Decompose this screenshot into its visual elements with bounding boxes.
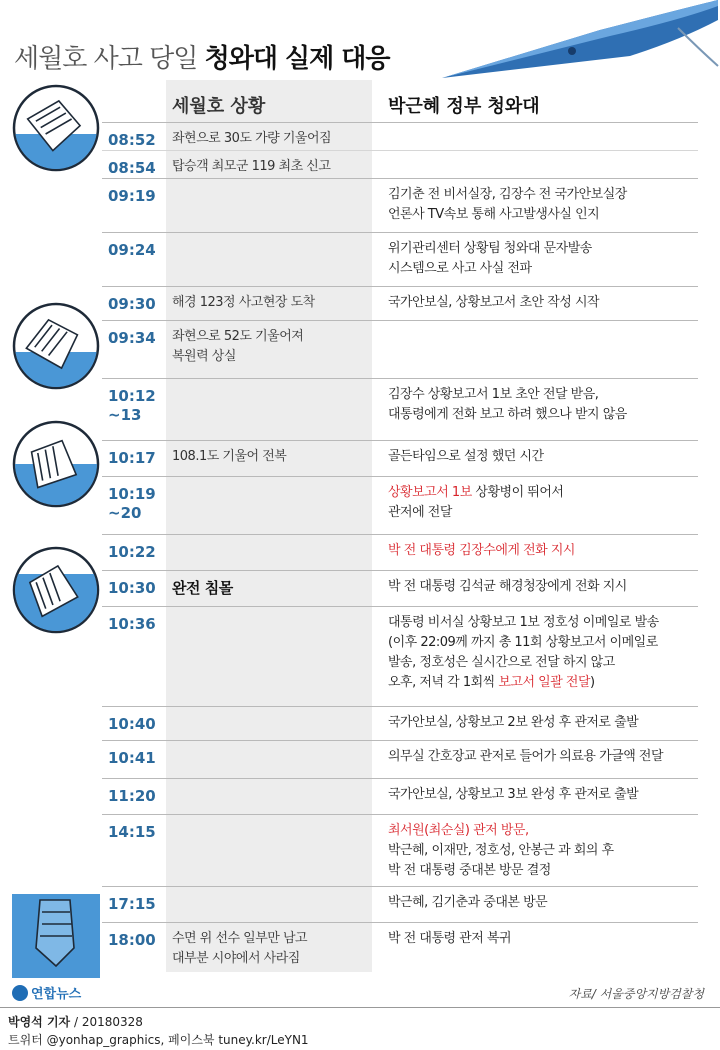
event-time-main: 08:52 (108, 131, 156, 149)
situation-text (172, 157, 372, 177)
event-time-main: 10:22 (108, 543, 156, 561)
response-line: 관저에 전달 (388, 505, 452, 520)
response-text (388, 541, 696, 561)
footer-divider (0, 1007, 720, 1008)
response-text (388, 239, 696, 279)
event-time (108, 749, 156, 768)
response-text (388, 447, 696, 467)
timeline-row (102, 178, 698, 232)
event-time (108, 159, 156, 178)
ship-sinking-icon (12, 546, 100, 634)
situation-line: 수면 위 선수 일부만 남고 (172, 931, 308, 946)
event-time-main: 10:12 (108, 387, 156, 405)
response-line: 박 전 대통령 중대본 방문 결정 (388, 863, 551, 878)
timeline-row (102, 440, 698, 476)
response-line: 오후, 저녁 각 1회씩 보고서 일괄 전달) (388, 675, 595, 690)
response-header: 박근혜 정부 청와대 (388, 96, 540, 117)
situation-text (172, 129, 372, 149)
situation-line: 108.1도 기울어 전복 (172, 449, 287, 464)
response-highlight: 박 전 대통령 김장수에게 전화 지시 (388, 543, 575, 558)
response-text (388, 577, 696, 597)
timeline-row (102, 740, 698, 778)
response-line (388, 483, 696, 503)
timeline-row (102, 570, 698, 606)
yonhap-logo (12, 983, 81, 1002)
event-time (108, 579, 156, 598)
response-line: 의무실 간호장교 관저로 들어가 의료용 가글액 전달 (388, 749, 664, 764)
situation-line: 좌현으로 52도 기울어져 (172, 329, 304, 344)
reporter-name: 박영석 기자 (8, 1015, 71, 1029)
response-line: 위기관리센터 상황팀 청와대 문자발송 (388, 241, 592, 256)
response-line: 대통령 비서실 상황보고 1보 정호성 이메일로 발송 (388, 615, 659, 630)
response-line: 시스템으로 사고 사실 전파 (388, 261, 532, 276)
situation-line: 복원력 상실 (172, 349, 236, 364)
event-time (108, 823, 156, 842)
timeline-row (102, 814, 698, 886)
timeline-row (102, 286, 698, 320)
ship-tilt-52-icon (12, 302, 100, 390)
event-time (108, 329, 156, 348)
ship-hull-icon (430, 0, 720, 80)
event-time-main: 10:40 (108, 715, 156, 733)
event-time-main: 10:17 (108, 449, 156, 467)
event-time-main: 18:00 (108, 931, 156, 949)
response-highlight: 상황보고서 1보 (388, 485, 472, 500)
event-time (108, 615, 156, 634)
response-text (388, 785, 696, 805)
response-text (388, 893, 696, 913)
event-time (108, 543, 156, 562)
byline-date: / 20180328 (70, 1015, 143, 1029)
yonhap-logo-icon (12, 985, 28, 1001)
byline (8, 1013, 143, 1030)
event-time (108, 295, 156, 314)
event-time (108, 387, 156, 425)
response-line: (이후 22:09께 까지 총 11회 상황보고서 이메일로 (388, 635, 658, 650)
logo-text: 연합뉴스 (31, 987, 82, 1002)
timeline-row (102, 706, 698, 740)
response-line: 국가안보실, 상황보고 3보 완성 후 관저로 출발 (388, 787, 639, 802)
timeline-row (102, 122, 698, 150)
title-light: 세월호 사고 당일 (14, 44, 198, 74)
event-time (108, 187, 156, 206)
ship-sunk-icon (12, 886, 100, 978)
timeline-row (102, 476, 698, 534)
event-time-main: 10:41 (108, 749, 156, 767)
event-time-main: 09:34 (108, 329, 156, 347)
event-time-main: 10:19 (108, 485, 156, 503)
timeline-row (102, 534, 698, 570)
event-time (108, 485, 156, 523)
event-time (108, 715, 156, 734)
event-time (108, 131, 156, 150)
event-time-main: 09:30 (108, 295, 156, 313)
event-time-main: 14:15 (108, 823, 156, 841)
event-time (108, 787, 156, 806)
timeline-row (102, 378, 698, 440)
response-text (388, 613, 696, 693)
response-text (388, 713, 696, 733)
response-line: 김장수 상황보고서 1보 초안 전달 받음, (388, 387, 599, 402)
event-time (108, 895, 156, 914)
timeline-row (102, 232, 698, 286)
response-text (388, 821, 696, 881)
situation-line: 대부분 시야에서 사라짐 (172, 951, 300, 966)
situation-text (172, 929, 372, 969)
event-time-main: 11:20 (108, 787, 156, 805)
response-text (388, 747, 696, 767)
timeline-row (102, 778, 698, 814)
response-line: 국가안보실, 상황보고서 초안 작성 시작 (388, 295, 600, 310)
situation-header: 세월호 상황 (172, 96, 266, 117)
response-highlight: 최서원(최순실) 관저 방문, (388, 823, 529, 838)
response-line-rest: 상황병이 뛰어서 (471, 485, 564, 500)
ship-tilt-30-icon (12, 84, 100, 172)
situation-line: 해경 123정 사고현장 도착 (172, 295, 315, 310)
event-time-main: 09:19 (108, 187, 156, 205)
response-line: 대통령에게 전화 보고 하려 했으나 받지 않음 (388, 407, 627, 422)
source-credit: 자료/ 서울중앙지방검찰청 (568, 987, 704, 1001)
response-text (388, 293, 696, 313)
situation-line: 좌현으로 30도 가량 기울어짐 (172, 131, 332, 146)
response-line: 박 전 대통령 김석균 해경청장에게 전화 지시 (388, 579, 627, 594)
response-highlight: 보고서 일괄 전달 (498, 675, 591, 690)
event-time (108, 449, 156, 468)
response-text (388, 929, 696, 949)
title-bold: 청와대 실제 대응 (204, 44, 390, 74)
timeline-row (102, 320, 698, 378)
situation-text: 완전 침몰 (172, 579, 233, 597)
response-line: 발송, 정호성은 실시간으로 전달 하지 않고 (388, 655, 615, 670)
situation-line: 탑승객 최모군 119 최초 신고 (172, 159, 331, 174)
event-time-main: 10:36 (108, 615, 156, 633)
response-line: 박 전 대통령 관저 복귀 (388, 931, 512, 946)
response-line-rest: ) (590, 675, 595, 690)
timeline-row (102, 886, 698, 922)
page-title (14, 38, 390, 75)
event-time-main: 09:24 (108, 241, 156, 259)
response-line: 국가안보실, 상황보고 2보 완성 후 관저로 출발 (388, 715, 639, 730)
event-time-range: ~20 (108, 504, 142, 522)
social-links: 트위터 @yonhap_graphics, 페이스북 tuney.kr/LeYN1 (8, 1033, 309, 1047)
situation-text (172, 327, 372, 367)
response-text (388, 483, 696, 523)
response-line: 박근혜, 이재만, 정호성, 안봉근 과 회의 후 (388, 843, 614, 858)
event-time-main: 08:54 (108, 159, 156, 177)
event-time-range: ~13 (108, 406, 142, 424)
response-line: 언론사 TV속보 통해 사고발생사실 인지 (388, 207, 600, 222)
response-text (388, 385, 696, 425)
response-line: 골든타임으로 설정 했던 시간 (388, 449, 544, 464)
timeline-row (102, 150, 698, 178)
event-time (108, 931, 156, 950)
event-time-main: 17:15 (108, 895, 156, 913)
response-line: 박근혜, 김기춘과 중대본 방문 (388, 895, 548, 910)
timeline-row (102, 922, 698, 976)
event-time-main: 10:30 (108, 579, 156, 597)
ship-capsized-icon (12, 420, 100, 508)
event-time (108, 241, 156, 260)
response-line: 김기춘 전 비서실장, 김장수 전 국가안보실장 (388, 187, 627, 202)
situation-text (172, 293, 372, 313)
situation-text (172, 447, 372, 467)
timeline-row (102, 606, 698, 706)
response-text (388, 185, 696, 225)
